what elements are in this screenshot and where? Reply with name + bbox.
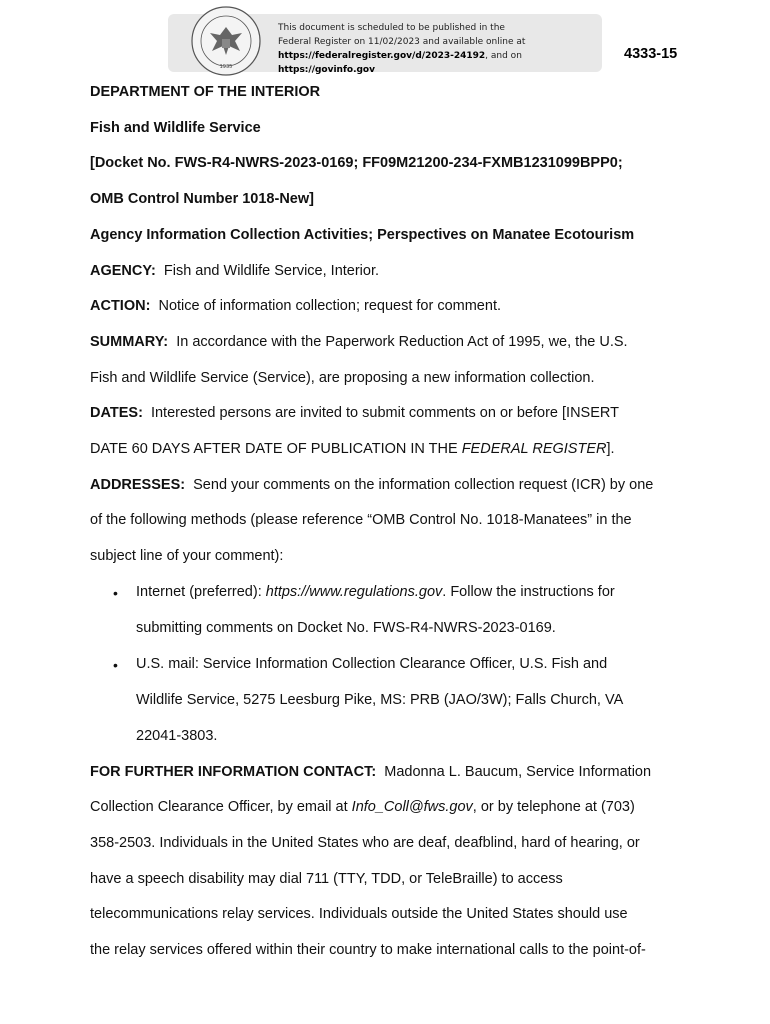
bullet-2-line-3: 22041-3803.	[136, 728, 218, 744]
federal-register-italic: FEDERAL REGISTER	[461, 441, 607, 457]
contact-email-link[interactable]: Info_Coll@fws.gov	[351, 799, 473, 815]
bullet-1-prefix: Internet (preferred):	[136, 584, 266, 600]
addresses-text-1: Send your comments on the information collection request (ICR) by one	[193, 477, 654, 493]
contact-line-2	[90, 799, 635, 815]
publication-banner	[168, 14, 602, 75]
document-number: 4333-15	[624, 46, 678, 62]
contact-text-2b: , or by telephone at (703)	[472, 799, 635, 815]
dates-text-2a: DATE 60 DAYS AFTER DATE OF PUBLICATION IN THE	[90, 441, 462, 457]
banner-line-2: Federal Register on 11/02/2023 and available online at	[278, 37, 526, 47]
contact-text-2a: Collection Clearance Officer, by email at	[90, 799, 352, 815]
contact-line-3: 358-2503. Individuals in the United States who are deaf, deafblind, hard of hearing, or	[90, 835, 640, 851]
bullet-2-line-1: U.S. mail: Service Information Collection Clearance Officer, U.S. Fish and	[136, 656, 608, 672]
summary-text-1: In accordance with the Paperwork Reduction Act of 1995, we, the U.S.	[176, 334, 628, 350]
bullet-icon: •	[113, 657, 118, 673]
dates-text-1: Interested persons are invited to submit comments on or before [INSERT	[150, 405, 619, 421]
docket-line: [Docket No. FWS-R4-NWRS-2023-0169; FF09M21200-234-FXMB1231099BPP0;	[90, 155, 623, 171]
banner-line-1: This document is scheduled to be published in the	[278, 23, 505, 33]
contact-line-5: telecommunications relay services. Individuals outside the United States should use	[90, 906, 628, 922]
contact-line-6: the relay services offered within their country to make international calls to the point-of-	[90, 942, 646, 958]
contact-label: FOR FURTHER INFORMATION CONTACT:	[90, 764, 377, 780]
agency-label: AGENCY:	[90, 263, 156, 279]
agency-text: Fish and Wildlife Service, Interior.	[163, 263, 380, 279]
dates-text-2c: ].	[606, 441, 615, 457]
agency-line	[90, 263, 379, 279]
contact-line-1	[90, 764, 651, 780]
bullet-1-line-2: submitting comments on Docket No. FWS-R4-NWRS-2023-0169.	[136, 620, 556, 636]
contact-line-4: have a speech disability may dial 711 (TTY, TDD, or TeleBraille) to access	[90, 871, 563, 887]
banner-line-3	[278, 49, 598, 77]
action-text: Notice of information collection; request for comment.	[158, 298, 501, 314]
seal-year: 1935	[219, 64, 233, 70]
addresses-label: ADDRESSES:	[90, 477, 186, 493]
service-heading: Fish and Wildlife Service	[90, 120, 261, 136]
govinfo-link[interactable]: https://govinfo.gov	[278, 65, 375, 75]
bullet-1-suffix: . Follow the instructions for	[442, 584, 615, 600]
dates-label: DATES:	[90, 405, 143, 421]
federal-register-seal-icon	[190, 5, 262, 77]
banner-text	[278, 21, 598, 77]
summary-line-2: Fish and Wildlife Service (Service), are proposing a new information collection.	[90, 370, 595, 386]
summary-line-1	[90, 334, 628, 350]
dates-line-2	[90, 441, 615, 457]
bullet-1-line-1	[136, 584, 615, 600]
action-label: ACTION:	[90, 298, 151, 314]
contact-text-1: Madonna L. Baucum, Service Information	[384, 764, 652, 780]
document-title: Agency Information Collection Activities; Perspectives on Manatee Ecotourism	[90, 227, 635, 243]
summary-label: SUMMARY:	[90, 334, 169, 350]
federal-register-link[interactable]: https://federalregister.gov/d/2023-24192	[278, 51, 486, 61]
department-heading: DEPARTMENT OF THE INTERIOR	[90, 84, 321, 100]
omb-line: OMB Control Number 1018-New]	[90, 191, 314, 207]
addresses-line-3: subject line of your comment):	[90, 548, 284, 564]
dates-line-1	[90, 405, 619, 421]
banner-mid: , and on	[485, 51, 522, 61]
action-line	[90, 298, 501, 314]
bullet-icon: •	[113, 585, 118, 601]
addresses-line-1	[90, 477, 653, 493]
addresses-line-2: of the following methods (please reference “OMB Control No. 1018-Manatees” in the	[90, 512, 632, 528]
regulations-gov-link[interactable]: https://www.regulations.gov	[265, 584, 443, 600]
bullet-2-line-2: Wildlife Service, 5275 Leesburg Pike, MS: PRB (JAO/3W); Falls Church, VA	[136, 692, 624, 708]
